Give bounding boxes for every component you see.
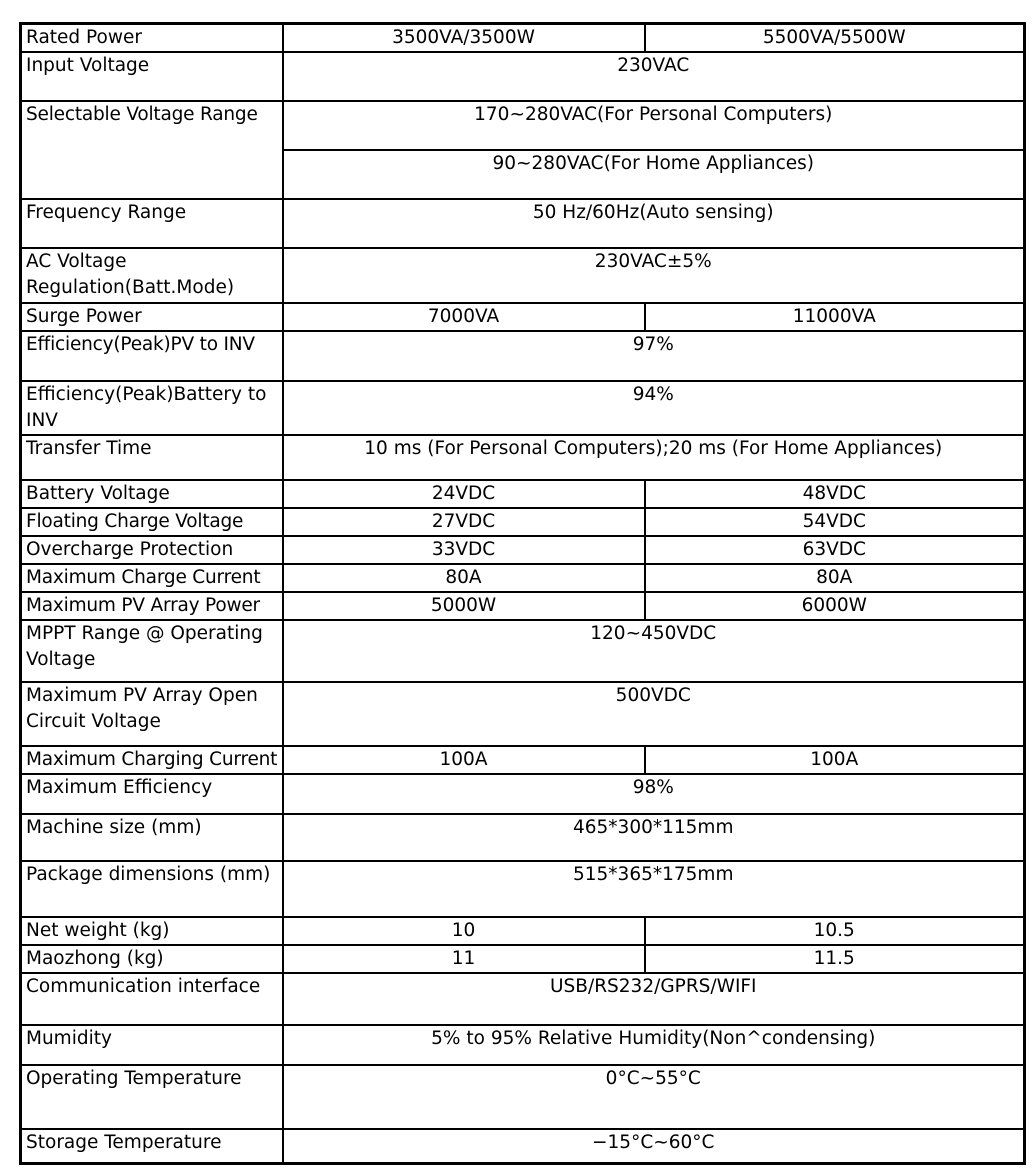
- table-row: [21, 248, 1025, 303]
- spec-table: [19, 22, 1026, 1165]
- row-label-transfer-time: Transfer Time: [21, 435, 283, 480]
- floating-charge-voltage-a: 27VDC: [283, 508, 645, 536]
- operating-temperature-value: 0°C~55°C: [283, 1065, 1025, 1129]
- table-row: [21, 52, 1025, 101]
- row-label-efficiency-pv: Efficiency(Peak)PV to INV: [21, 331, 283, 381]
- row-label-rated-power: Rated Power: [21, 24, 283, 53]
- efficiency-pv-value: 97%: [283, 331, 1025, 381]
- table-row: [21, 303, 1025, 331]
- row-label-battery-voltage: Battery Voltage: [21, 480, 283, 508]
- surge-power-a: 7000VA: [283, 303, 645, 331]
- table-row: [21, 1025, 1025, 1065]
- row-label-net-weight: Net weight (kg): [21, 917, 283, 945]
- ac-voltage-regulation-value: 230VAC±5%: [283, 248, 1025, 303]
- table-row: [21, 814, 1025, 861]
- table-row: [21, 564, 1025, 592]
- table-row: [21, 24, 1025, 53]
- surge-power-b: 11000VA: [645, 303, 1025, 331]
- row-label-storage-temperature: Storage Temperature: [21, 1129, 283, 1163]
- table-row: [21, 1065, 1025, 1129]
- maximum-charge-current-a: 80A: [283, 564, 645, 592]
- input-voltage-value: 230VAC: [283, 52, 1025, 101]
- row-label-communication-interface: Communication interface: [21, 973, 283, 1025]
- net-weight-b: 10.5: [645, 917, 1025, 945]
- maximum-efficiency-value: 98%: [283, 774, 1025, 814]
- package-dimensions-value: 515*365*175mm: [283, 861, 1025, 917]
- max-pv-open-circuit-value: 500VDC: [283, 682, 1025, 746]
- table-row: [21, 331, 1025, 381]
- row-label-floating-charge-voltage: Floating Charge Voltage: [21, 508, 283, 536]
- row-label-maximum-charging-current: Maximum Charging Current: [21, 746, 283, 774]
- machine-size-value: 465*300*115mm: [283, 814, 1025, 861]
- row-label-mumidity: Mumidity: [21, 1025, 283, 1065]
- communication-interface-value: USB/RS232/GPRS/WIFI: [283, 973, 1025, 1025]
- table-row: [21, 861, 1025, 917]
- floating-charge-voltage-b: 54VDC: [645, 508, 1025, 536]
- maximum-pv-array-power-b: 6000W: [645, 592, 1025, 620]
- table-row: [21, 199, 1025, 248]
- maximum-charging-current-a: 100A: [283, 746, 645, 774]
- rated-power-3500: 3500VA/3500W: [283, 24, 645, 53]
- row-label-machine-size: Machine size (mm): [21, 814, 283, 861]
- frequency-range-value: 50 Hz/60Hz(Auto sensing): [283, 199, 1025, 248]
- transfer-time-value: 10 ms (For Personal Computers);20 ms (For Home Appliances): [283, 435, 1025, 480]
- row-label-package-dimensions: Package dimensions (mm): [21, 861, 283, 917]
- table-row: [21, 682, 1025, 746]
- row-label-maozhong: Maozhong (kg): [21, 945, 283, 973]
- maozhong-a: 11: [283, 945, 645, 973]
- selectable-voltage-range-home: 90~280VAC(For Home Appliances): [283, 150, 1025, 199]
- maximum-charging-current-b: 100A: [645, 746, 1025, 774]
- table-row: [21, 973, 1025, 1025]
- maozhong-b: 11.5: [645, 945, 1025, 973]
- mumidity-value: 5% to 95% Relative Humidity(Non^condensing): [283, 1025, 1025, 1065]
- row-label-surge-power: Surge Power: [21, 303, 283, 331]
- table-row: [21, 101, 1025, 150]
- overcharge-protection-b: 63VDC: [645, 536, 1025, 564]
- row-label-selectable-voltage-range: Selectable Voltage Range: [21, 101, 283, 199]
- maximum-charge-current-b: 80A: [645, 564, 1025, 592]
- net-weight-a: 10: [283, 917, 645, 945]
- row-label-input-voltage: Input Voltage: [21, 52, 283, 101]
- row-label-maximum-pv-array-power: Maximum PV Array Power: [21, 592, 283, 620]
- table-row: [21, 536, 1025, 564]
- table-row: [21, 508, 1025, 536]
- battery-voltage-a: 24VDC: [283, 480, 645, 508]
- table-row: [21, 917, 1025, 945]
- table-row: [21, 1129, 1025, 1163]
- table-row: [21, 774, 1025, 814]
- row-label-efficiency-battery: Efficiency(Peak)Battery to INV: [21, 381, 283, 435]
- efficiency-battery-value: 94%: [283, 381, 1025, 435]
- table-row: [21, 435, 1025, 480]
- table-row: [21, 381, 1025, 435]
- overcharge-protection-a: 33VDC: [283, 536, 645, 564]
- row-label-operating-temperature: Operating Temperature: [21, 1065, 283, 1129]
- battery-voltage-b: 48VDC: [645, 480, 1025, 508]
- row-label-overcharge-protection: Overcharge Protection: [21, 536, 283, 564]
- table-row: [21, 620, 1025, 682]
- table-row: [21, 746, 1025, 774]
- storage-temperature-value: −15°C~60°C: [283, 1129, 1025, 1163]
- row-label-maximum-efficiency: Maximum Efficiency: [21, 774, 283, 814]
- row-label-mppt-range: MPPT Range @ Operating Voltage: [21, 620, 283, 682]
- row-label-frequency-range: Frequency Range: [21, 199, 283, 248]
- row-label-maximum-charge-current: Maximum Charge Current: [21, 564, 283, 592]
- table-row: [21, 945, 1025, 973]
- selectable-voltage-range-pc: 170~280VAC(For Personal Computers): [283, 101, 1025, 150]
- mppt-range-value: 120~450VDC: [283, 620, 1025, 682]
- row-label-max-pv-open-circuit: Maximum PV Array Open Circuit Voltage: [21, 682, 283, 746]
- maximum-pv-array-power-a: 5000W: [283, 592, 645, 620]
- rated-power-5500: 5500VA/5500W: [645, 24, 1025, 53]
- row-label-ac-voltage-regulation: AC Voltage Regulation(Batt.Mode): [21, 248, 283, 303]
- table-row: [21, 592, 1025, 620]
- table-row: [21, 480, 1025, 508]
